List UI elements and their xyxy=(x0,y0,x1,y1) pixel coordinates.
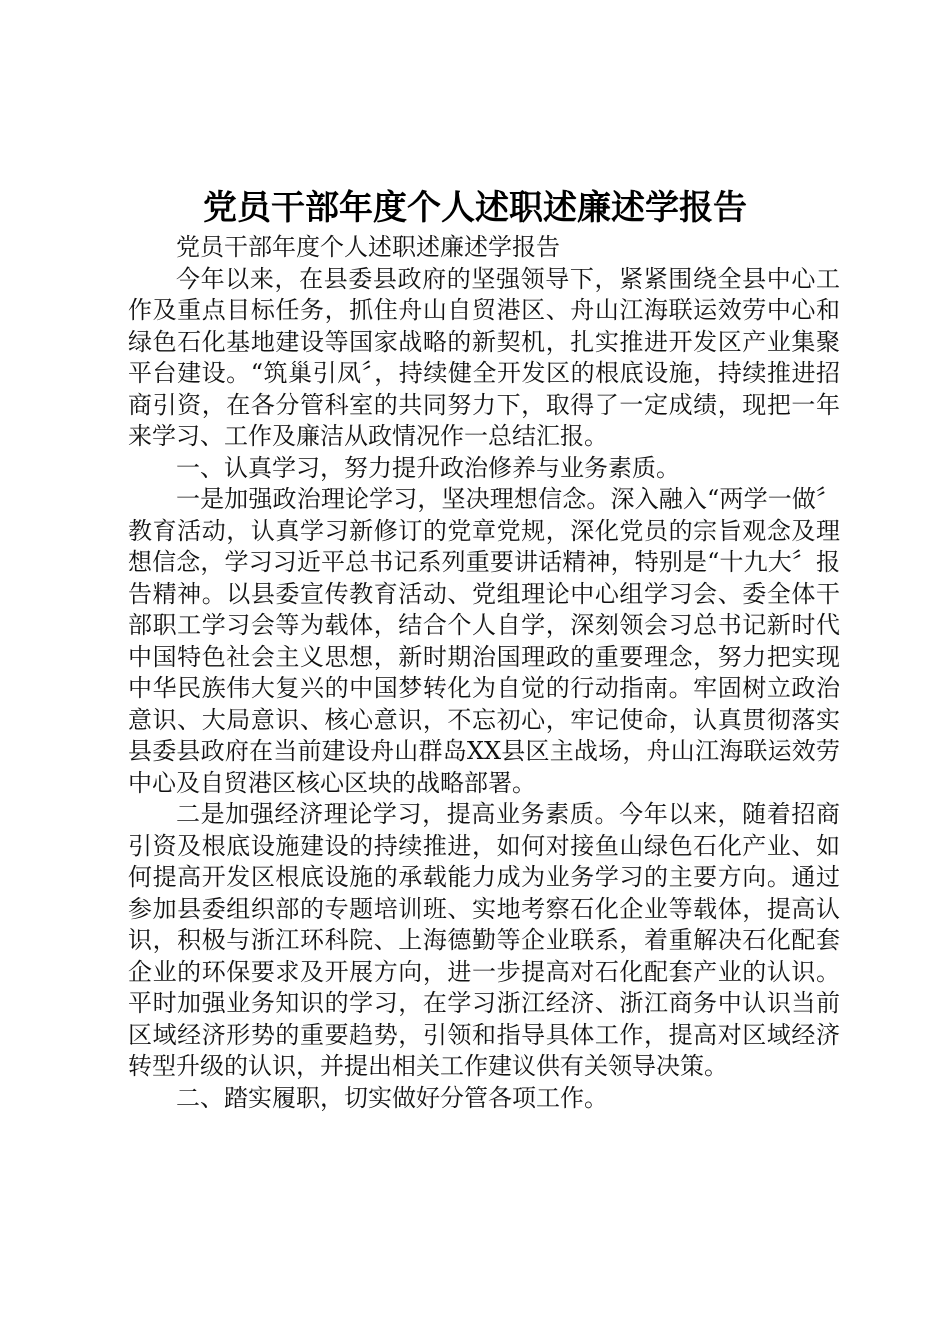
intro-paragraph: 今年以来，在县委县政府的坚强领导下，紧紧围绕全县中心工作及重点目标任务，抓住舟山自贸港区、舟山江海联运效劳中心和绿色石化基地建设等国家战略的新契机，扎实推进开发区产业集聚平台建设。“筑巢引凤〞，持续健全开发区的根底设施，持续推进招商引资，在各分管科室的共同努力下，取得了一定成绩，现把一年来学习、工作及廉洁从政情况作一总结汇报。 xyxy=(128,264,840,450)
section-heading-1: 一、认真学习，努力提升政治修养与业务素质。 xyxy=(176,453,680,482)
subtitle-paragraph: 党员干部年度个人述职述廉述学报告 xyxy=(176,233,560,261)
document-body xyxy=(128,232,840,1114)
document-title: 党员干部年度个人述职述廉述学报告 xyxy=(203,188,747,228)
paragraph-economic-study: 二是加强经济理论学习，提高业务素质。今年以来，随着招商引资及根底设施建设的持续推进，如何对接鱼山绿色石化产业、如何提高开发区根底设施的承载能力成为业务学习的主要方向。通过参加县委组织部的专题培训班、实地考察石化企业等载体，提高认识，积极与浙江环科院、上海德勤等企业联系，着重解决石化配套企业的环保要求及开展方向，进一步提高对石化配套产业的认识。平时加强业务知识的学习，在学习浙江经济、浙江商务中认识当前区域经济形势的重要趋势，引领和指导具体工作，提高对区域经济转型升级的认识，并提出相关工作建议供有关领导决策。 xyxy=(128,800,840,1080)
section-heading-2: 二、踏实履职，切实做好分管各项工作。 xyxy=(176,1083,608,1112)
paragraph-political-study: 一是加强政治理论学习，坚决理想信念。深入融入“两学一做〞教育活动，认真学习新修订的党章党规，深化党员的宗旨观念及理想信念，学习习近平总书记系列重要讲话精神，特别是“十九大〞报告精神。以县委宣传教育活动、党组理论中心组学习会、委全体干部职工学习会等为载体，结合个人自学，深刻领会习总书记新时代中国特色社会主义思想，新时期治国理政的重要理念，努力把实现中华民族伟大复兴的中国梦转化为自觉的行动指南。牢固树立政治意识、大局意识、核心意识，不忘初心，牢记使命，认真贯彻落实县委县政府在当前建设舟山群岛XX县区主战场，舟山江海联运效劳中心及自贸港区核心区块的战略部署。 xyxy=(128,485,840,797)
